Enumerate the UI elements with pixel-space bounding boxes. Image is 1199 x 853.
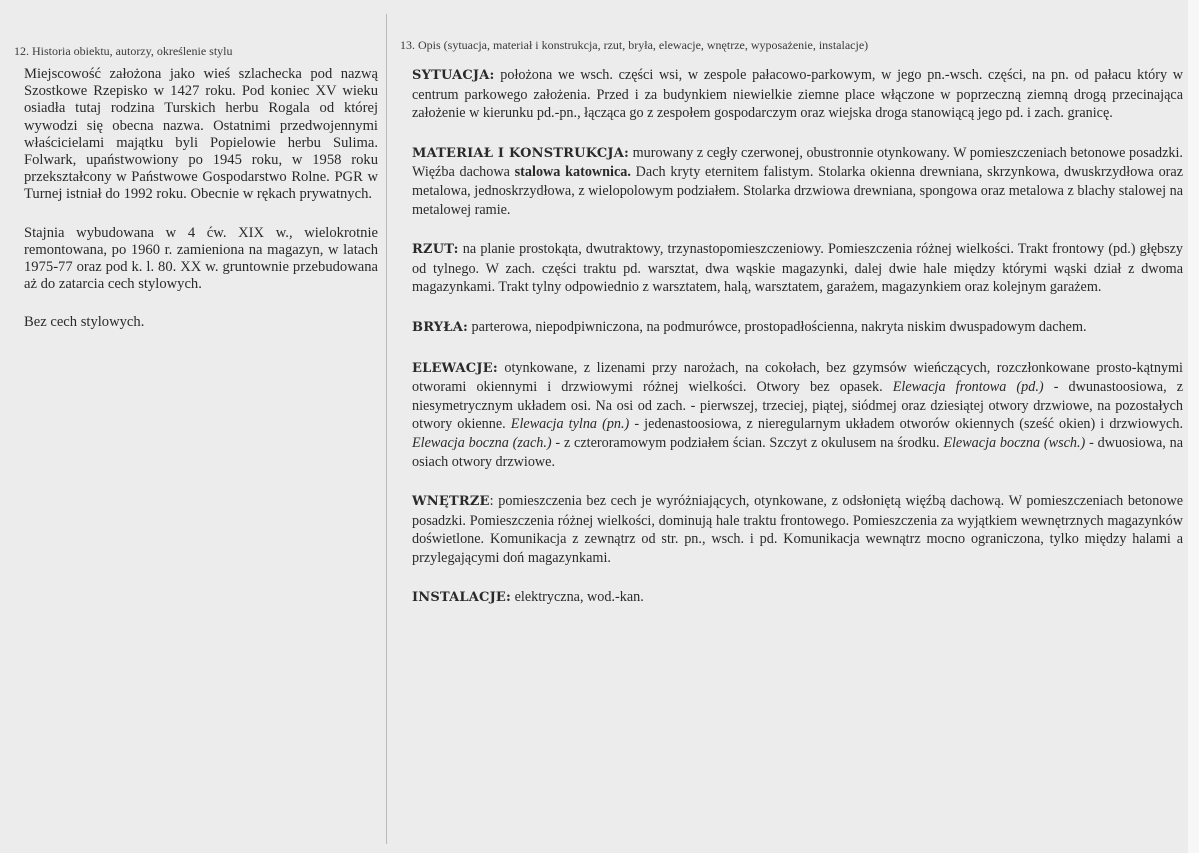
- elewacje-italic-3: Elewacja boczna (zach.): [412, 434, 552, 451]
- elewacje-italic-1: Elewacja frontowa (pd.): [892, 379, 1044, 396]
- bryla-paragraph: [412, 318, 1183, 338]
- instalacje-text: elektryczna, wod.-kan.: [511, 589, 644, 606]
- wnetrze-text: : pomieszczenia bez cech je wyróżniających, otynkowane, z odsłoniętą więźbą dachową. W pomieszczeniach betonowe posadzki. Pomieszczenia różnej wielkości, dominują hale traktu frontowego. Pomieszczenia za wyjątkiem wewnętrznych magazynków doświetlone. Komunikacja z zewnątrz od str. pn., wsch. i pd. Komunikacja wewnątrz mocno ograniczona, tylko między halami a przylegającymi doń magazynkami.: [412, 493, 1183, 566]
- elewacje-paragraph: [412, 359, 1183, 472]
- rzut-label: RZUT:: [412, 242, 459, 258]
- elewacje-italic-2: Elewacja tylna (pn.): [510, 416, 630, 433]
- description-column: [412, 66, 1183, 629]
- history-paragraph: Miejscowość założona jako wieś szlachecka pod nazwą Szostkowe Rzepisko w 1427 roku. Pod koniec XV wieku osiadła tutaj rodzina Turskich herbu Rogala od której wywodzi się obecna nazwa. Ostatnimi przedwojennymi właścicielami majątku byli Popielowie herbu Sulima. Folwark, upaństwowiony po 1945 roku, w 1958 roku przekształcony w Państwowe Gospodarstwo Rolne. PGR w Turnej istniał do 1992 roku. Obecnie w rękach prywatnych.: [24, 66, 378, 203]
- bryla-text: parterowa, niepodpiwniczona, na podmurówce, prostopadłościenna, nakryta niskim dwuspadowym dachem.: [468, 318, 1087, 335]
- sytuacja-paragraph: [412, 66, 1183, 123]
- wnetrze-paragraph: [412, 492, 1183, 567]
- section-12-heading: 12. Historia obiektu, autorzy, określenie stylu: [14, 44, 233, 58]
- bryla-label: BRYŁA:: [412, 319, 468, 335]
- instalacje-label: INSTALACJE:: [412, 590, 512, 606]
- rzut-paragraph: [412, 240, 1183, 297]
- material-text-b: Dach kryty eternitem falistym. Stolarka okienna drewniana, skrzynkowa, dwuskrzydłowa oraz metalowa, jednoskrzydłowa, z wielopolowym podziałem. Stolarka drzwiowa drewniana, spongowa oraz metalowa z blachy stalowej na metalowej ramie.: [412, 164, 1183, 218]
- column-divider: [386, 14, 387, 844]
- instalacje-paragraph: [412, 588, 1183, 608]
- rzut-text: na planie prostokąta, dwutraktowy, trzynastopomieszczeniowy. Pomieszczenia różnej wielkości. Trakt frontowy (pd.) głębszy od tylnego. W zach. części traktu pd. warsztat, dwa wąskie magazynki, dalej dwie hale między którymi wąski dział z dwoma magazynkami. Trakt tylny odpowiednio z warsztatem, halą, warsztatem, garażem, magazynkiem oraz kolejnym garażem.: [412, 241, 1183, 296]
- sytuacja-text: położona we wsch. części wsi, w zespole pałacowo-parkowym, w jego pn.-wsch. części, na pn. od pałacu który w centrum parkowego założenia. Przed i za budynkiem niewielkie ziemne place włączone w poprzeczną ziemną drogą przecinająca założenie w kierunku pd.-pn., łącząca go z zespołem gospodarczym oraz wiejska droga stanowiącą jego pd. i zach. granicę.: [412, 67, 1183, 122]
- elewacje-text-a: otynkowane, z lizenami przy narożach, na cokołach, bez gzymsów wieńczących, rozczłonkowane prosto-kątnymi otworami okiennymi i drzwiowymi różnej wielkości. Otwory bez opasek.: [412, 359, 1183, 396]
- elewacje-text-e: - dwuosiowa, na osiach otwory drzwiowe.: [412, 434, 1184, 470]
- stable-history-paragraph: Stajnia wybudowana w 4 ćw. XIX w., wielokrotnie remontowana, po 1960 r. zamieniona na magazyn, w latach 1975-77 oraz pod k. l. 80. XX w. gruntownie przebudowana aż do zatarcia cech stylowych.: [24, 224, 378, 293]
- wnetrze-label: WNĘTRZE: [412, 494, 490, 510]
- page-edge: [1188, 0, 1199, 853]
- elewacje-label: ELEWACJE:: [412, 360, 498, 376]
- elewacje-italic-4: Elewacja boczna (wsch.): [943, 434, 1086, 451]
- section-13-heading: 13. Opis (sytuacja, materiał i konstrukcja, rzut, bryła, elewacje, wnętrze, wyposażenie, instalacje): [400, 38, 869, 52]
- material-paragraph: [412, 144, 1183, 219]
- style-paragraph: Bez cech stylowych.: [24, 314, 145, 331]
- elewacje-text-d: - z czteroramowym podziałem ścian. Szczyt z okulusem na środku.: [551, 434, 944, 451]
- history-column: [24, 66, 378, 354]
- material-label: MATERIAŁ I KONSTRUKCJA:: [412, 145, 630, 161]
- elewacje-text-b: - dwunastoosiowa, z niesymetrycznym układem osi. Na osi od zach. - pierwszej, trzeciej, piątej, siódmej oraz dziesiątej otwory drzwiowe, na pozostałych otwory okienne.: [412, 379, 1183, 433]
- elewacje-text-c: - jedenastoosiowa, z nieregularnym układem otworów okiennych (sześć okien) i drzwiowych.: [629, 416, 1183, 433]
- material-bold: stalowa katownica.: [514, 164, 631, 181]
- material-text-a: murowany z cegły czerwonej, obustronnie otynkowany. W pomieszczeniach betonowe posadzki. Więźba dachowa: [412, 144, 1183, 181]
- sytuacja-label: SYTUACJA:: [412, 68, 495, 83]
